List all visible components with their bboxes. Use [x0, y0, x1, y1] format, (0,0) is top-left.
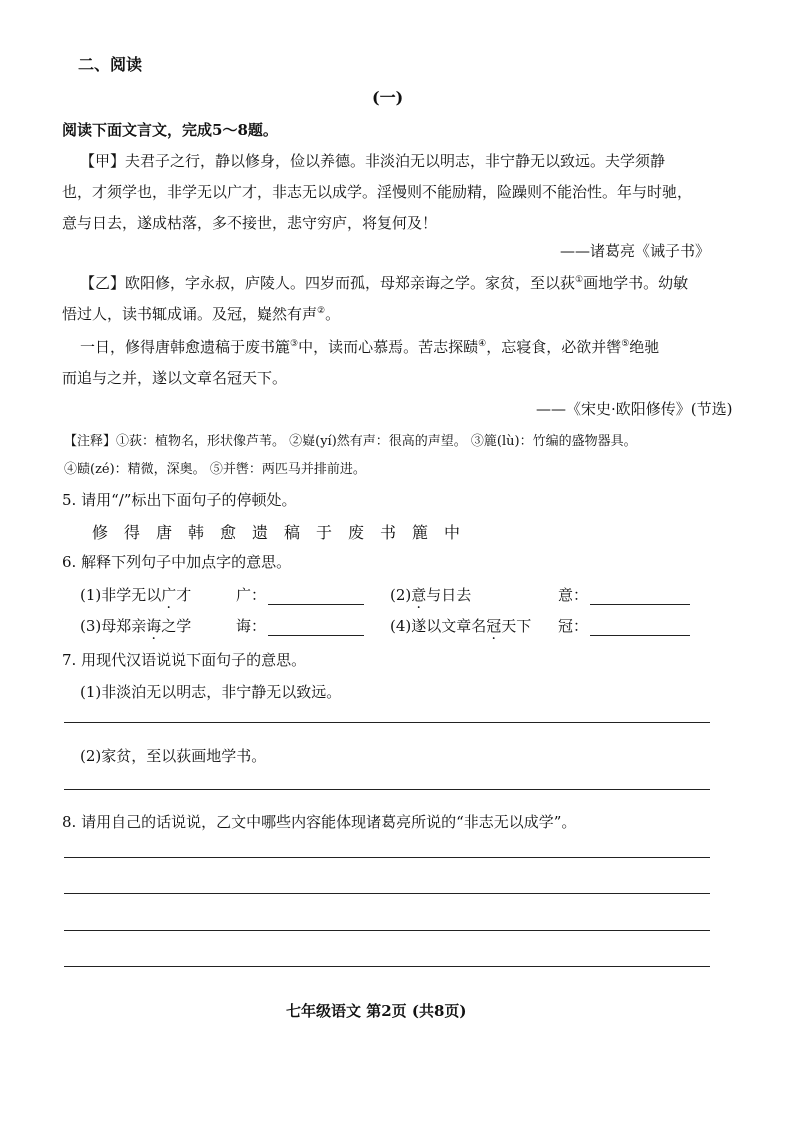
q8-answer-line-1[interactable]: [64, 857, 710, 858]
section-heading: 二、阅读: [78, 55, 143, 74]
q6-answer2-label: 意：: [558, 586, 589, 604]
q6-item4-post: 天下: [501, 617, 532, 635]
page-footer: 七年级语文 第2页 (共8页): [286, 1002, 467, 1020]
passage-a-source: ——诸葛亮《诫子书》: [560, 242, 711, 260]
q7-answer-line-1[interactable]: [64, 722, 710, 723]
question-6-answer-3: [236, 615, 364, 636]
note-mark-5: ⑤: [621, 339, 630, 349]
passage-b-line-3-mid: 中，读而心慕焉。苦志探赜: [298, 338, 479, 356]
passage-b-line-3: [80, 336, 659, 357]
q6-answer4-blank[interactable]: [590, 621, 690, 636]
q6-item1-post: 才: [176, 586, 192, 604]
question-6-answer-1: [236, 584, 364, 605]
note-mark-1: ①: [575, 275, 584, 285]
question-6-item-1: [80, 584, 191, 605]
q6-item2-post: 与日去: [426, 586, 472, 604]
question-6-item-4: [390, 615, 531, 636]
q8-answer-line-4[interactable]: [64, 966, 710, 967]
q6-item3-post: 之学: [161, 617, 192, 635]
question-6-item-2: [390, 584, 471, 605]
passage-b-line-3-text: 一日，修得唐韩愈遗稿于废书簏: [80, 338, 291, 356]
q6-item1-pre: (1)非学无以: [80, 586, 162, 604]
reading-instruction: 阅读下面文言文，完成5～8题。: [62, 121, 278, 139]
q7-answer-line-2[interactable]: [64, 789, 710, 790]
passage-b-line-3-tail: 绝驰: [629, 338, 660, 356]
question-6-prompt: 6. 解释下列句子中加点字的意思。: [62, 553, 292, 571]
passage-b-line-2-text: 悟过人，读书辄成诵。及冠，嶷然有声: [62, 305, 318, 323]
q6-answer3-blank[interactable]: [268, 621, 364, 636]
note-mark-3: ③: [290, 339, 299, 349]
note-mark-4: ④: [478, 339, 487, 349]
q8-answer-line-3[interactable]: [64, 930, 710, 931]
notes-line-1: 【注释】①荻：植物名，形状像芦苇。 ②嶷(yí)然有声：很高的声望。 ③簏(lù)：竹编的盛物器具。: [64, 434, 637, 449]
question-5-sentence: 修得唐韩愈遗稿于废书簏中: [92, 523, 477, 542]
passage-a-line-3: 意与日去，遂成枯落，多不接世，悲守穷庐，将复何及！: [62, 214, 438, 232]
passage-a-line-1: 【甲】夫君子之行，静以修身，俭以养德。非淡泊无以明志，非宁静无以致远。夫学须静: [80, 152, 666, 170]
passage-b-line-3-mid2: ，忘寝食，必欲并辔: [486, 338, 622, 356]
question-7-item-2: (2)家贫，至以荻画地学书。: [80, 747, 267, 765]
question-6-answer-4: [558, 615, 690, 636]
question-6-item-3: [80, 615, 191, 636]
notes-line-2: ④赜(zé)：精微，深奥。 ⑤并辔：两匹马并排前进。: [64, 462, 366, 477]
q8-answer-line-2[interactable]: [64, 893, 710, 894]
q6-answer3-label: 诲：: [236, 617, 267, 635]
question-7-item-1: (1)非淡泊无以明志，非宁静无以致远。: [80, 683, 342, 701]
note-mark-2: ②: [317, 306, 326, 316]
passage-a-line-2: 也，才须学也，非学无以广才，非志无以成学。淫慢则不能励精，险躁则不能治性。年与时驰，: [62, 183, 693, 201]
q6-answer4-label: 冠：: [558, 617, 589, 635]
q6-answer2-blank[interactable]: [590, 590, 690, 605]
q6-item2-pre: (2): [390, 586, 412, 604]
passage-b-line-4: 而追与之并，遂以文章名冠天下。: [62, 369, 288, 387]
passage-b-line-1-tail: 画地学书。幼敏: [583, 274, 689, 292]
question-5-prompt: 5. 请用“/”标出下面句子的停顿处。: [62, 491, 297, 509]
passage-b-line-2-tail: 。: [325, 305, 341, 323]
q6-item2-dotted-char: 意: [411, 586, 427, 604]
q6-item4-dotted-char: 冠: [486, 617, 502, 635]
passage-b-line-1: [80, 272, 688, 293]
passage-b-line-1-text: 【乙】欧阳修，字永叔，庐陵人。四岁而孤，母郑亲诲之学。家贫，至以荻: [80, 274, 576, 292]
question-6-answer-2: [558, 584, 690, 605]
passage-b-source: ——《宋史·欧阳修传》(节选): [536, 400, 733, 418]
question-8-prompt: 8. 请用自己的话说说，乙文中哪些内容能体现诸葛亮所说的“非志无以成学”。: [62, 813, 577, 831]
q6-item1-dotted-char: 广: [161, 586, 177, 604]
q6-answer1-label: 广：: [236, 586, 267, 604]
part-number: (一): [372, 88, 404, 107]
q6-item3-pre: (3)母郑亲: [80, 617, 147, 635]
question-7-prompt: 7. 用现代汉语说说下面句子的意思。: [62, 651, 307, 669]
q6-item4-pre: (4)遂以文章名: [390, 617, 487, 635]
q6-answer1-blank[interactable]: [268, 590, 364, 605]
passage-b-line-2: [62, 303, 340, 324]
q6-item3-dotted-char: 诲: [146, 617, 162, 635]
